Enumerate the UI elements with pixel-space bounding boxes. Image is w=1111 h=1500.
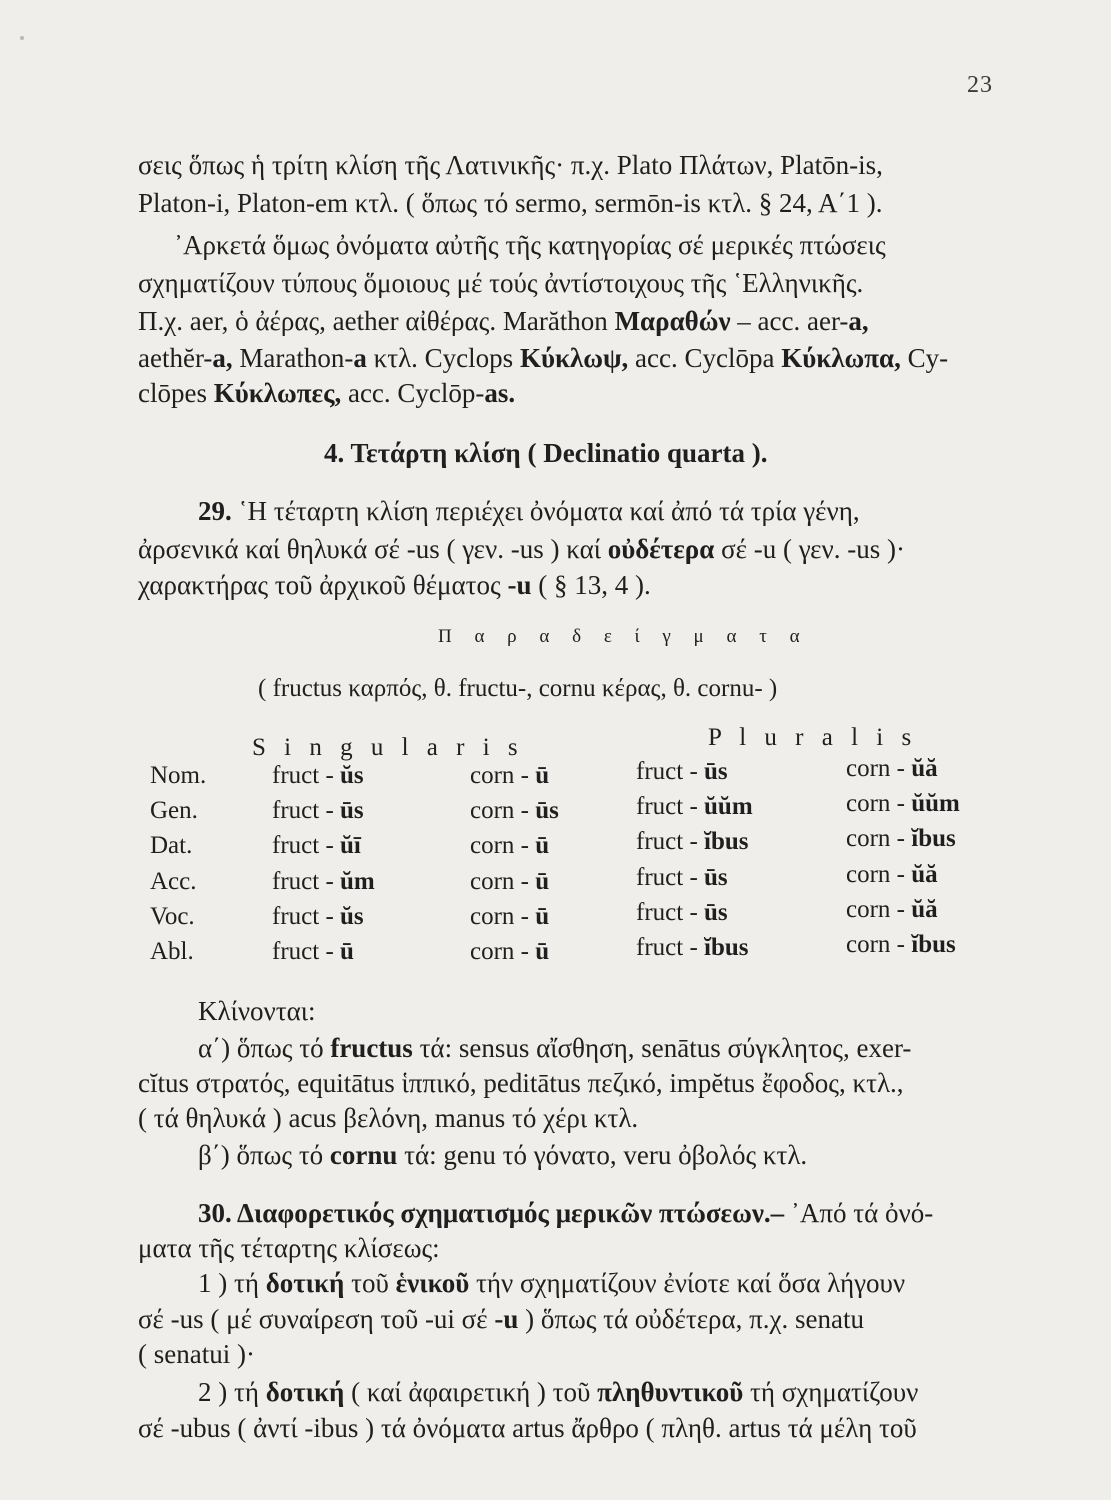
form-ending: ŭă xyxy=(911,896,938,923)
para29-number: 29. xyxy=(198,496,232,526)
para29-line-2-b: οὐδέτερα xyxy=(607,534,715,564)
form-s1 xyxy=(272,868,375,896)
form-p2 xyxy=(846,825,956,853)
form-p1 xyxy=(636,934,749,962)
para29-line-1-text: ῾Η τέταρτη κλίση περιέχει ὀνόματα καί ἀπό τά τρία γένη, xyxy=(231,496,860,526)
form-ending: ūs xyxy=(340,797,364,824)
form-p2 xyxy=(846,790,960,818)
para30-line-6-a: 2 ) τή xyxy=(198,1377,266,1407)
form-stem: fruct - xyxy=(636,934,705,961)
para30-line-4 xyxy=(138,1302,864,1336)
para30-line-6 xyxy=(198,1375,918,1409)
form-ending: ūs xyxy=(704,758,728,785)
form-stem: corn - xyxy=(470,762,536,789)
form-s1 xyxy=(272,903,364,931)
form-stem: corn - xyxy=(846,896,912,923)
intro-line-6-h: Κύκλωπα, xyxy=(781,343,901,373)
para30-line-7: σέ -ubus ( ἀντί -ibus ) τά ὀνόματα artus ἄρθρο ( πληθ. artus τά μέλη τοῦ xyxy=(138,1413,917,1443)
intro-line-5-c: – acc. aer- xyxy=(730,306,849,336)
intro-line-5 xyxy=(138,304,869,338)
intro-line-7-c: acc. Cyclōp- xyxy=(341,378,485,408)
form-stem: fruct - xyxy=(636,793,705,820)
form-stem: corn - xyxy=(470,868,536,895)
declined-label: Κλίνονται: xyxy=(198,996,316,1026)
page-number: 23 xyxy=(967,72,993,98)
para29-line-3 xyxy=(138,568,651,602)
form-ending: ŭŭm xyxy=(911,790,960,817)
form-stem: fruct - xyxy=(272,903,341,930)
para30-line-5: ( senatui )· xyxy=(138,1339,255,1369)
declined-a-line-1-c: τά: sensus αἴσθηση, senātus σύγκλητος, exer- xyxy=(412,1033,912,1063)
pluralis-header: P l u r a l i s xyxy=(708,724,918,751)
para30-line-4-b: -u xyxy=(494,1304,519,1334)
intro-line-7-a: clōpes xyxy=(138,378,214,408)
form-ending: ū xyxy=(535,868,550,895)
examples-label: Π α ρ α δ ε ί γ μ α τ α xyxy=(438,626,809,647)
form-ending: ūs xyxy=(535,797,559,824)
para30-line-3-a: 1 ) τή xyxy=(198,1268,266,1298)
intro-line-5-a: Π.χ. aer, ὁ ἀέρας, aether αἰθέρας. Marăthon xyxy=(138,306,615,336)
form-ending: ŭī xyxy=(340,832,361,859)
form-stem: fruct - xyxy=(272,762,341,789)
form-ending: ŭă xyxy=(911,861,938,888)
form-stem: fruct - xyxy=(272,832,341,859)
form-ending: ĭbus xyxy=(911,825,956,852)
form-s2 xyxy=(470,903,549,931)
form-stem: corn - xyxy=(846,861,912,888)
form-s2 xyxy=(470,832,549,860)
form-s2 xyxy=(470,762,549,790)
form-ending: ū xyxy=(535,938,550,965)
form-stem: corn - xyxy=(470,832,536,859)
para30-heading: 30. Διαφορετικός σχηματισμός μερικῶν πτώσεων.– xyxy=(198,1198,785,1228)
form-stem: fruct - xyxy=(636,864,705,891)
para30-line-6-d: πληθυντικοῦ xyxy=(597,1377,744,1407)
form-p1 xyxy=(636,899,728,927)
para29-line-2-c: σέ -u ( γεν. -us )· xyxy=(714,534,905,564)
intro-line-6-b: a, xyxy=(212,343,233,373)
form-ending: ŭm xyxy=(340,868,375,895)
intro-line-1: σεις ὅπως ἡ τρίτη κλίση τῆς Λατινικῆς· π.χ. Plato Πλάτων, Platōn-is, xyxy=(138,150,883,180)
para30-line-6-b: δοτική xyxy=(265,1377,345,1407)
form-ending: ŭă xyxy=(911,755,938,782)
form-p2 xyxy=(846,931,956,959)
form-stem: corn - xyxy=(470,903,536,930)
form-s1 xyxy=(272,938,354,966)
form-s2 xyxy=(470,797,559,825)
form-s1 xyxy=(272,762,364,790)
para30-line-3-c: τοῦ xyxy=(344,1268,396,1298)
declined-b-line-1-a: β΄) ὅπως τό xyxy=(198,1140,330,1170)
para29-line-2-a: ἀρσενικά καί θηλυκά σέ -us ( γεν. -us ) καί xyxy=(138,534,608,564)
form-s2 xyxy=(470,868,549,896)
section-heading: 4. Τετάρτη κλίση ( Declinatio quarta ). xyxy=(324,438,768,468)
form-p2 xyxy=(846,861,938,889)
form-p1 xyxy=(636,793,753,821)
declined-a-line-1-a: α΄) ὅπως τό xyxy=(198,1033,331,1063)
declined-b-line-1-b: cornu xyxy=(329,1140,398,1170)
form-stem: fruct - xyxy=(636,828,705,855)
declined-a-line-1-b: fructus xyxy=(330,1033,413,1063)
form-s1 xyxy=(272,832,361,860)
form-ending: ūs xyxy=(704,864,728,891)
form-ending: ū xyxy=(535,762,550,789)
form-ending: ūs xyxy=(704,899,728,926)
intro-line-6-f: Κύκλωψ, xyxy=(519,343,629,373)
para29-line-2 xyxy=(138,532,905,566)
intro-line-6-e: κτλ. Cyclops xyxy=(366,343,520,373)
para30-line-3 xyxy=(198,1266,905,1300)
form-ending: ū xyxy=(535,832,550,859)
para30-line-4-a: σέ -us ( μέ συναίρεση τοῦ -ui σέ xyxy=(138,1304,495,1334)
case-label: Gen. xyxy=(150,797,198,824)
case-label: Nom. xyxy=(150,762,207,789)
para30-line-3-b: δοτική xyxy=(265,1268,345,1298)
singularis-header: S i n g u l a r i s xyxy=(252,734,524,761)
form-ending: ŭŭm xyxy=(704,793,753,820)
form-p1 xyxy=(636,758,728,786)
intro-line-5-b: Μαραθών xyxy=(614,306,731,336)
intro-line-6-i: Cy- xyxy=(900,343,949,373)
intro-line-7-d: as. xyxy=(484,378,516,408)
para29-line-3-c: ( § 13, 4 ). xyxy=(531,570,651,600)
intro-line-6-a: aethĕr- xyxy=(138,343,213,373)
para29-line-1 xyxy=(198,494,860,528)
form-ending: ŭs xyxy=(340,762,364,789)
form-ending: ĭbus xyxy=(911,931,956,958)
intro-line-6 xyxy=(138,341,948,375)
para29-line-3-b: -u xyxy=(507,570,532,600)
declined-b-line-1 xyxy=(198,1138,807,1172)
case-label: Voc. xyxy=(150,903,195,930)
declined-b-line-1-c: τά: genu τό γόνατο, veru ὀβολός κτλ. xyxy=(397,1140,808,1170)
form-stem: corn - xyxy=(470,938,536,965)
form-stem: fruct - xyxy=(272,938,341,965)
form-stem: fruct - xyxy=(272,868,341,895)
form-ending: ŭs xyxy=(340,903,364,930)
page-speck xyxy=(20,36,24,40)
intro-line-6-g: acc. Cyclōpa xyxy=(628,343,782,373)
declined-a-line-3: ( τά θηλυκά ) acus βελόνη, manus τό χέρι κτλ. xyxy=(138,1103,639,1133)
form-p2 xyxy=(846,896,938,924)
para30-line-2: ματα τῆς τέταρτης κλίσεως: xyxy=(138,1233,440,1263)
form-stem: corn - xyxy=(846,790,912,817)
declined-a-line-2: cĭtus στρατός, equitātus ἱππικό, peditātus πεζικό, impĕtus ἔφοδος, κτλ., xyxy=(138,1068,904,1098)
case-label: Acc. xyxy=(150,868,197,895)
form-p1 xyxy=(636,828,749,856)
form-stem: fruct - xyxy=(636,758,705,785)
intro-line-6-d: a xyxy=(353,343,367,373)
form-stem: corn - xyxy=(846,825,912,852)
para30-line-1 xyxy=(198,1196,933,1230)
para30-line-4-c: ) ὅπως τά οὐδέτερα, π.χ. senatu xyxy=(518,1304,865,1334)
form-ending: ū xyxy=(535,903,550,930)
case-label: Dat. xyxy=(150,832,193,859)
form-stem: corn - xyxy=(846,755,912,782)
form-ending: ĭbus xyxy=(704,934,749,961)
para30-line-3-d: ἑνικοῦ xyxy=(395,1268,470,1298)
form-s1 xyxy=(272,797,364,825)
form-p1 xyxy=(636,864,728,892)
intro-line-3: ᾿Αρκετά ὅμως ὀνόματα αὐτῆς τῆς κατηγορίας σέ μερικές πτώσεις xyxy=(174,230,886,260)
intro-line-6-c: Marathon- xyxy=(232,343,354,373)
form-ending: ĭbus xyxy=(704,828,749,855)
intro-line-7-b: Κύκλωπες, xyxy=(213,378,342,408)
declined-a-line-1 xyxy=(198,1031,911,1065)
examples-line: ( fructus καρπός, θ. fructu-, cornu κέρας, θ. cornu- ) xyxy=(258,675,778,702)
para30-line-6-c: ( καί ἀφαιρετική ) τοῦ xyxy=(344,1377,598,1407)
form-stem: corn - xyxy=(846,931,912,958)
form-stem: fruct - xyxy=(272,797,341,824)
form-stem: fruct - xyxy=(636,899,705,926)
intro-line-7 xyxy=(138,376,515,410)
form-s2 xyxy=(470,938,549,966)
form-ending: ū xyxy=(340,938,354,965)
para30-line-3-e: τήν σχηματίζουν ἐνίοτε καί ὅσα λήγουν xyxy=(469,1268,906,1298)
intro-line-5-d: a, xyxy=(848,306,869,336)
para30-line-6-e: τή σχηματίζουν xyxy=(743,1377,919,1407)
case-label: Abl. xyxy=(150,938,194,965)
para29-line-3-a: χαρακτήρας τοῦ ἀρχικοῦ θέματος xyxy=(138,570,508,600)
intro-line-4: σχηματίζουν τύπους ὅμοιους μέ τούς ἀντίστοιχους τῆς ῾Ελληνικῆς. xyxy=(138,268,864,298)
form-p2 xyxy=(846,755,938,783)
para30-line-1-text: ᾿Από τά ὀνό- xyxy=(784,1198,934,1228)
form-stem: corn - xyxy=(470,797,536,824)
intro-line-2: Platon-i, Platon-em κτλ. ( ὅπως τό sermo, sermōn-is κτλ. § 24, Α΄1 ). xyxy=(138,188,883,218)
